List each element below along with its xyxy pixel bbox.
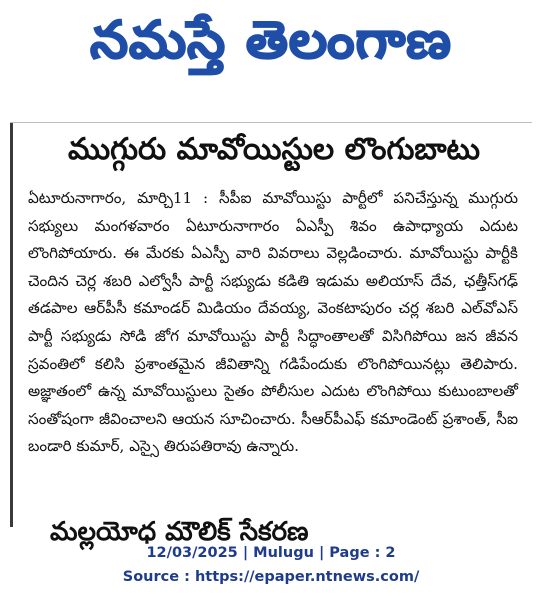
news-clipping	[10, 122, 532, 547]
article-headline: ముగ్గురు మావోయిస్టుల లొంగుబాటు	[67, 132, 481, 167]
masthead	[0, 0, 542, 92]
clipping-footer	[0, 540, 542, 592]
source-link[interactable]: Source : https://epaper.ntnews.com/	[122, 569, 420, 585]
next-article-headline-cropped: మల్లయోధ మౌలిక్ సేకరణ	[50, 517, 309, 547]
newspaper-title: నమస్తే తెలంగాణ	[90, 9, 452, 70]
article-body: ఏటూరునాగారం, మార్చి11 : సీపీఐ మావోయిస్టు పార్టీలో పనిచేస్తున్న ముగ్గురు సభ్యులు మంగళవారం ఏటూరునాగారం ఏఎస్పీ శివం ఉపాధ్యాయ ఎదుట లొంగిపోయారు. ఈ మేరకు ఏఎస్పీ వారి వివరాలు వెల్లడించారు. మావోయిస్టు పార్టీకి చెందిన చెర్ల శబరి ఎల్వోసీ పార్టీ సభ్యుడు కడితి ఇడుమ అలియాస్ దేవ, ఛత్తీస్‌గఢ్ తడపాల ఆర్‌పీసీ కమాండర్ మిడియం దేవయ్య, వెంకటాపురం చర్ల శబరి ఎల్‌వోఎస్ పార్టీ సభ్యుడు సోడి జోగ మావోయిస్టు పార్టీ సిద్ధాంతాలతో విసిగిపోయి జన జీవన స్రవంతిలో కలిసి ప్రశాంతమైన జీవితాన్ని గడిపేందుకు లొంగిపోయినట్లు తెలిపారు. అజ్ఞాతంలో ఉన్న మావోయిస్టులు సైతం పోలీసుల ఎదుట లొంగిపోయి కుటుంబాలతో సంతోషంగా జీవించాలని ఆయన సూచించారు. సీఆర్‌పీఎఫ్ కమాండెంట్ ప్రశాంత్, సీఐ బండారి కుమార్, ఎస్సై తిరుపతిరావు ఉన్నారు.	[28, 189, 518, 456]
column-rule	[10, 123, 13, 527]
date-edition-page: 12/03/2025 | Mulugu | Page : 2	[146, 545, 396, 561]
